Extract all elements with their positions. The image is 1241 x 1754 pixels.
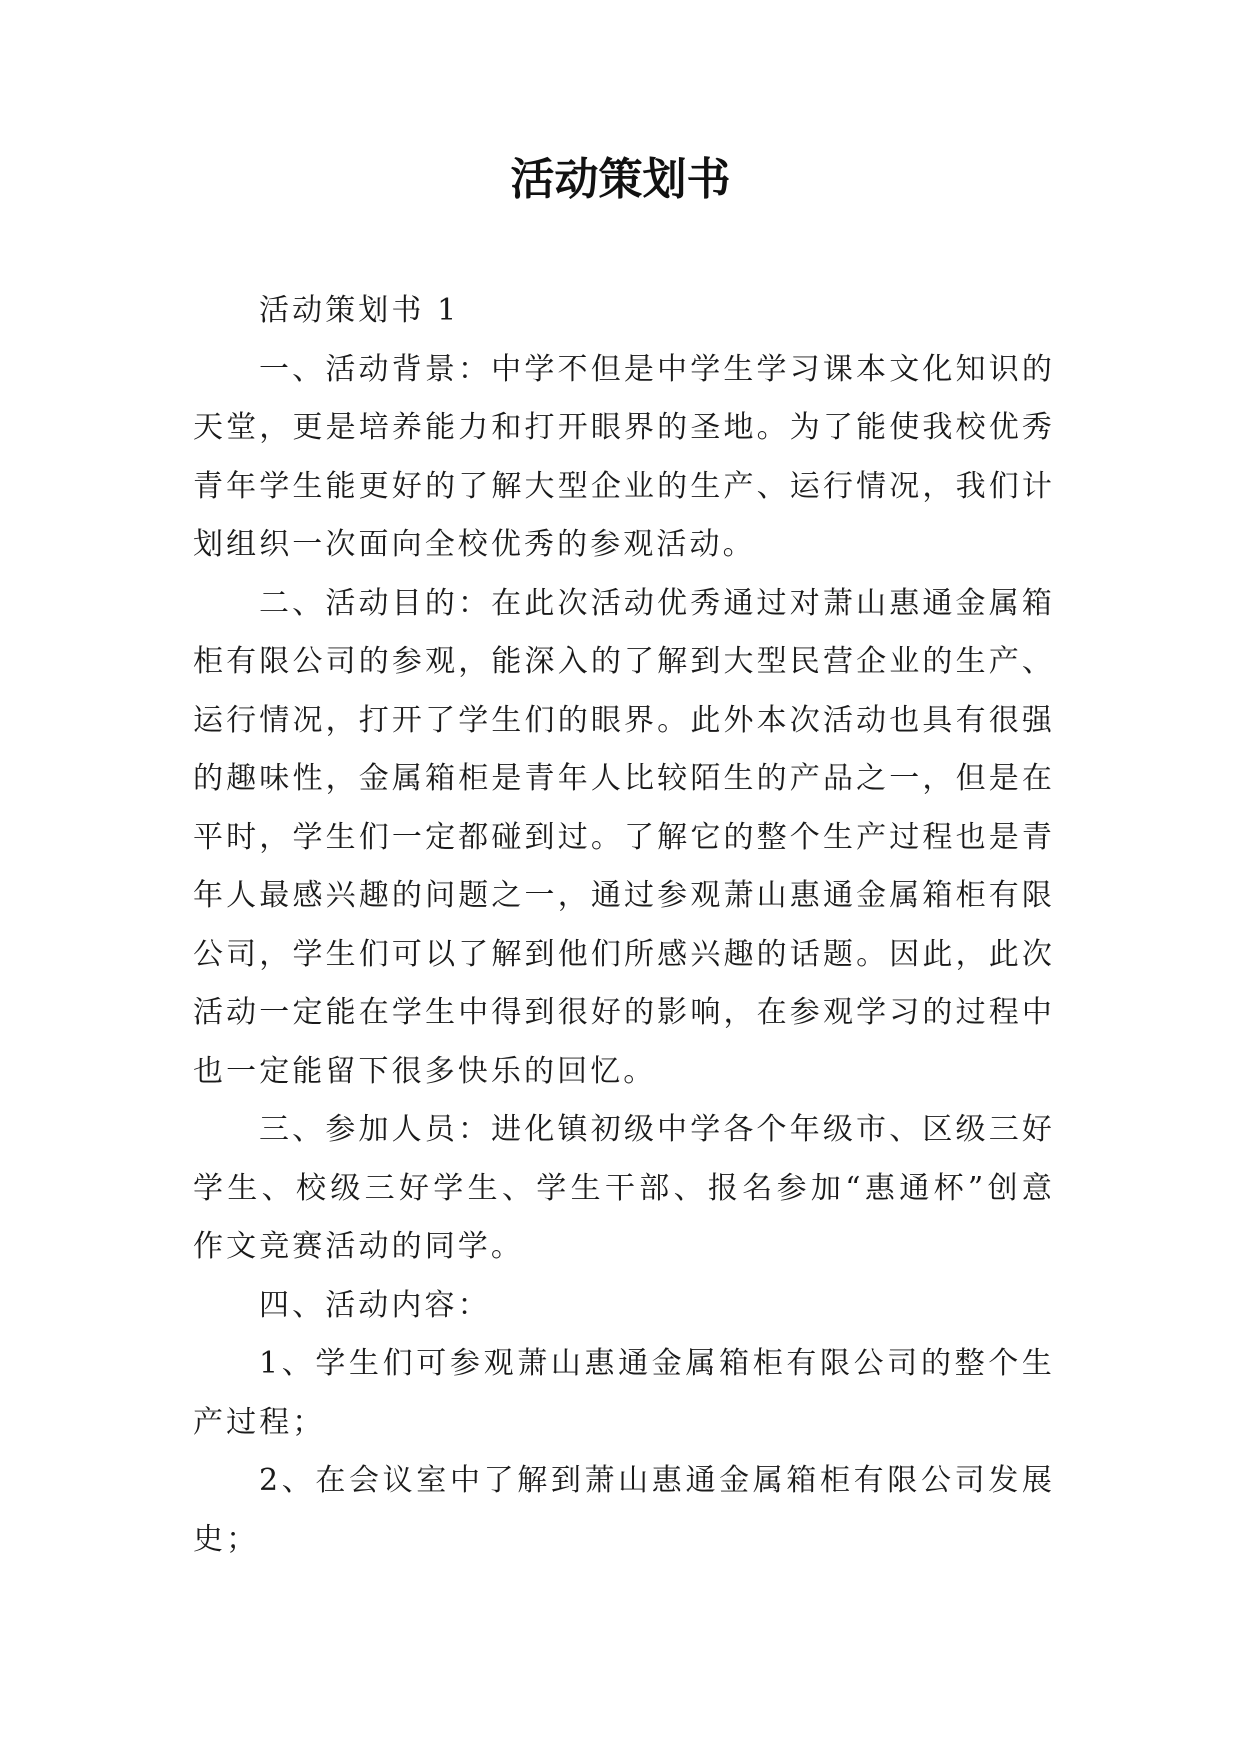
paragraph-participants: 三、参加人员：进化镇初级中学各个年级市、区级三好学生、校级三好学生、学生干部、报名参加“惠通杯”创意作文竞赛活动的同学。 bbox=[193, 1112, 1055, 1264]
document-title: 活动策划书 bbox=[510, 154, 731, 205]
section-heading: 活动策划书 1 bbox=[259, 293, 460, 328]
paragraph-purpose: 二、活动目的：在此次活动优秀通过对萧山惠通金属箱柜有限公司的参观，能深入的了解到大型民营企业的生产、运行情况，打开了学生们的眼界。此外本次活动也具有很强的趣味性，金属箱柜是青年人比较陌生的产品之一，但是在平时，学生们一定都碰到过。了解它的整个生产过程也是青年人最感兴趣的问题之一，通过参观萧山惠通金属箱柜有限公司，学生们可以了解到他们所感兴趣的话题。因此，此次活动一定能在学生中得到很好的影响，在参观学习的过程中也一定能留下很多快乐的回忆。 bbox=[193, 585, 1055, 1089]
document-body bbox=[193, 282, 1055, 1569]
paragraph-content-heading: 四、活动内容： bbox=[259, 1287, 491, 1323]
paragraph-background: 一、活动背景：中学不但是中学生学习课本文化知识的天堂，更是培养能力和打开眼界的圣地。为了能使我校优秀青年学生能更好的了解大型企业的生产、运行情况，我们计划组织一次面向全校优秀的参观活动。 bbox=[193, 351, 1055, 562]
paragraph-content-item-2: 2、在会议室中了解到萧山惠通金属箱柜有限公司发展史； bbox=[193, 1463, 1055, 1557]
paragraph-content-item-1: 1、学生们可参观萧山惠通金属箱柜有限公司的整个生产过程； bbox=[193, 1346, 1055, 1440]
